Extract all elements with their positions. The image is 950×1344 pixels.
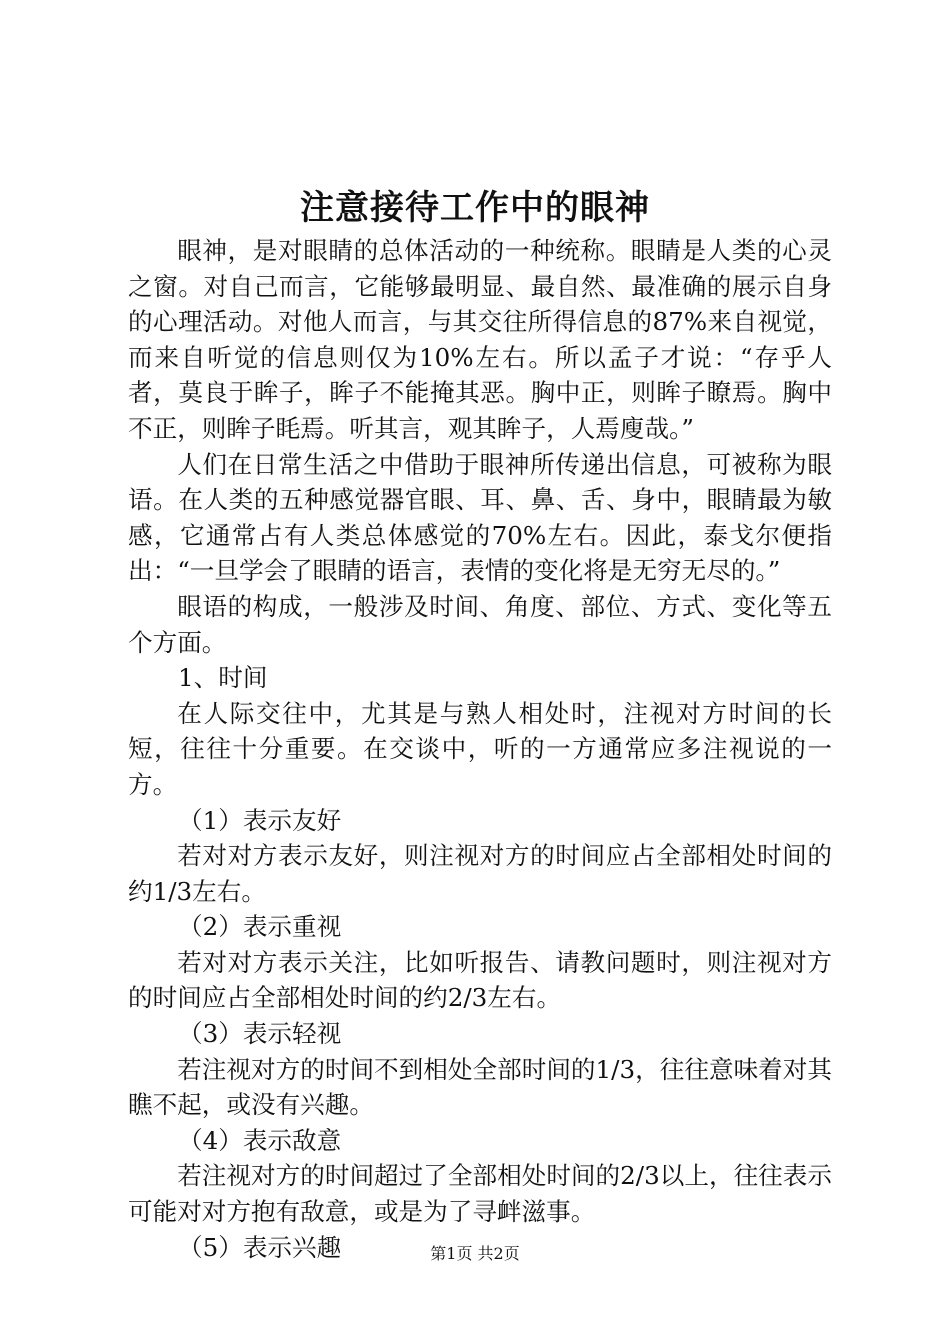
page-footer: 第1页 共2页 [430, 1244, 520, 1263]
paragraph: 在人际交往中，尤其是与熟人相处时，注视对方时间的长短，往往十分重要。在交谈中，听的一方通常应多注视说的一方。 [128, 698, 832, 799]
paragraph: 眼语的构成，一般涉及时间、角度、部位、方式、变化等五个方面。 [128, 591, 832, 657]
paragraph: 若对对方表示友好，则注视对方的时间应占全部相处时间的约1/3左右。 [128, 841, 832, 906]
subsection-heading: （4）表示敌意 [178, 1125, 342, 1155]
section-heading: 1、时间 [178, 663, 268, 693]
document-body [128, 233, 832, 1265]
paragraph: 眼神，是对眼睛的总体活动的一种统称。眼睛是人类的心灵之窗。对自己而言，它能够最明显、最自然、最准确的展示自身的心理活动。对他人而言，与其交往所得信息的87%来自视觉，而来自听觉的信息则仅为10%左右。所以孟子才说：“存乎人者，莫良于眸子，眸子不能掩其恶。胸中正，则眸子瞭焉。胸中不正，则眸子眊焉。听其言，观其眸子，人焉廋哉。” [128, 236, 832, 443]
paragraph: 若注视对方的时间超过了全部相处时间的2/3以上，往往表示可能对对方抱有敌意，或是为了寻衅滋事。 [128, 1161, 832, 1227]
subsection-heading: （3）表示轻视 [178, 1019, 342, 1049]
subsection-heading: （2）表示重视 [178, 912, 342, 942]
paragraph: 若注视对方的时间不到相处全部时间的1/3，往往意味着对其瞧不起，或没有兴趣。 [128, 1054, 832, 1120]
subsection-heading: （5）表示兴趣 [178, 1232, 342, 1262]
paragraph: 若对对方表示关注，比如听报告、请教问题时，则注视对方的时间应占全部相处时间的约2/3左右。 [128, 947, 832, 1013]
paragraph: 人们在日常生活之中借助于眼神所传递出信息，可被称为眼语。在人类的五种感觉器官眼、耳、鼻、舌、身中，眼睛最为敏感，它通常占有人类总体感觉的70%左右。因此，泰戈尔便指出：“一旦学会了眼睛的语言，表情的变化将是无穷无尽的。” [128, 449, 832, 586]
subsection-heading: （1）表示友好 [178, 805, 342, 835]
page-title: 注意接待工作中的眼神 [300, 188, 650, 228]
